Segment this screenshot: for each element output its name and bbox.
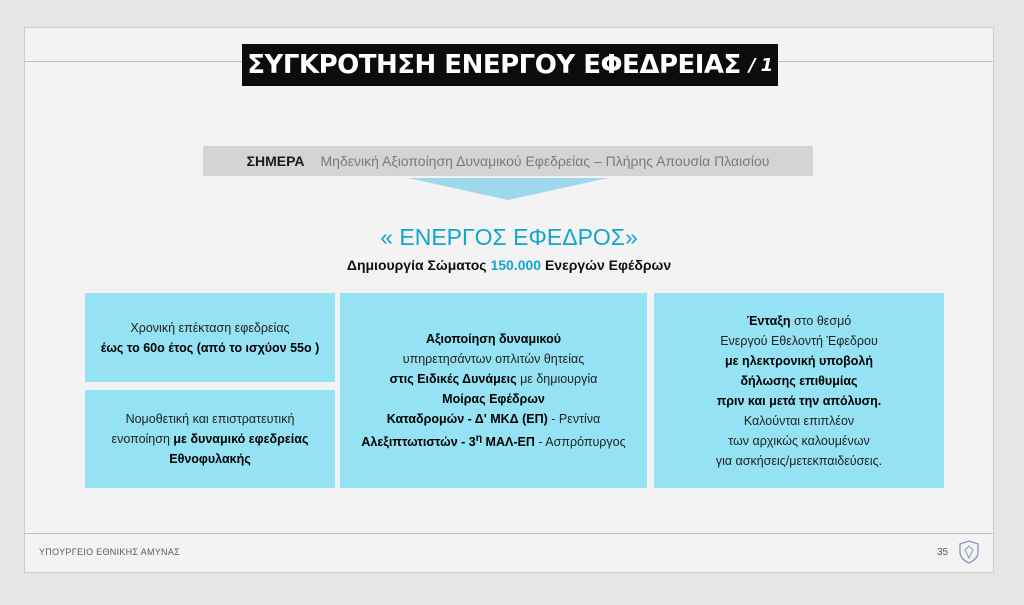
- box-line-bold: με ηλεκτρονική υποβολή: [725, 353, 873, 368]
- box-line: με δημιουργία: [516, 371, 598, 386]
- slide-title: [242, 44, 778, 86]
- box-line-bold: Καταδρομών - Δ' ΜΚΔ (ΕΠ): [386, 411, 548, 426]
- bottom-divider: [25, 533, 993, 534]
- box-line-bold: με δυναμικό εφεδρείας: [173, 432, 309, 446]
- subheading-highlight: 150.000: [490, 257, 542, 273]
- box-line-bold: έως το 60ο έτος (από το ισχύον 55ο ): [100, 340, 320, 355]
- box-line-bold: Αξιοποίηση δυναμικού: [425, 331, 562, 346]
- info-box-unification: [85, 390, 335, 488]
- current-status-text: Μηδενική Αξιοποίηση Δυναμικού Εφεδρείας – Πλήρης Απουσία Πλαισίου: [320, 153, 770, 169]
- box-line-bold: στις Ειδικές Δυνάμεις: [389, 371, 517, 386]
- slide-title-text: ΣΥΓΚΡΟΤΗΣΗ ΕΝΕΡΓΟΥ ΕΦΕΔΡΕΙΑΣ: [247, 50, 741, 80]
- box-line-bold: Αλεξιπτωτιστών - 3: [361, 435, 476, 450]
- box-line-bold: πριν και μετά την απόλυση.: [716, 393, 882, 408]
- box-line: για ασκήσεις/μετεκπαιδεύσεις.: [715, 453, 883, 468]
- box-line-bold: Μοίρας Εφέδρων: [442, 391, 545, 406]
- down-arrow-icon: [408, 178, 608, 200]
- box-line-sup: η: [475, 432, 483, 444]
- subheading: [25, 257, 993, 273]
- info-box-volunteer: [654, 293, 944, 488]
- box-line-bold: ΜΑΛ-ΕΠ: [482, 435, 535, 450]
- page-number: 35: [937, 547, 949, 558]
- current-status-label: ΣΗΜΕΡΑ: [246, 153, 305, 169]
- subheading-after: Ενεργών Εφέδρων: [541, 257, 672, 273]
- footer-ministry: ΥΠΟΥΡΓΕΙΟ ΕΘΝΙΚΗΣ ΑΜΥΝΑΣ: [39, 547, 181, 557]
- box-line-bold: Εθνοφυλακής: [169, 452, 251, 466]
- box-line-bold: Ένταξη: [746, 313, 791, 328]
- box-line: ενοποίηση: [111, 432, 174, 446]
- box-line: Χρονική επέκταση εφεδρείας: [130, 320, 290, 335]
- box-line-bold: δήλωσης επιθυμίας: [740, 373, 858, 388]
- info-box-special-forces: [340, 293, 647, 488]
- slide: [24, 27, 994, 573]
- box-line: - Ρεντίνα: [547, 411, 601, 426]
- box-line: - Ασπρόπυργος: [534, 435, 626, 450]
- box-line: Νομοθετική και επιστρατευτική: [125, 412, 295, 426]
- shield-emblem-icon: [958, 540, 980, 564]
- current-status-bar: [203, 146, 813, 176]
- box-line: Ενεργού Εθελοντή Έφεδρου: [720, 333, 878, 348]
- subheading-before: Δημιουργία Σώματος: [346, 257, 491, 273]
- box-line: στο θεσμό: [790, 313, 852, 328]
- box-line: των αρχικώς καλουμένων: [728, 433, 870, 448]
- box-line: υπηρετησάντων οπλιτών θητείας: [402, 351, 585, 366]
- slide-title-number: / 1: [748, 54, 773, 76]
- box-line: Καλούνται επιπλέον: [743, 413, 855, 428]
- main-heading: « ΕΝΕΡΓΟΣ ΕΦΕΔΡΟΣ»: [380, 224, 638, 250]
- info-box-extension: [85, 293, 335, 382]
